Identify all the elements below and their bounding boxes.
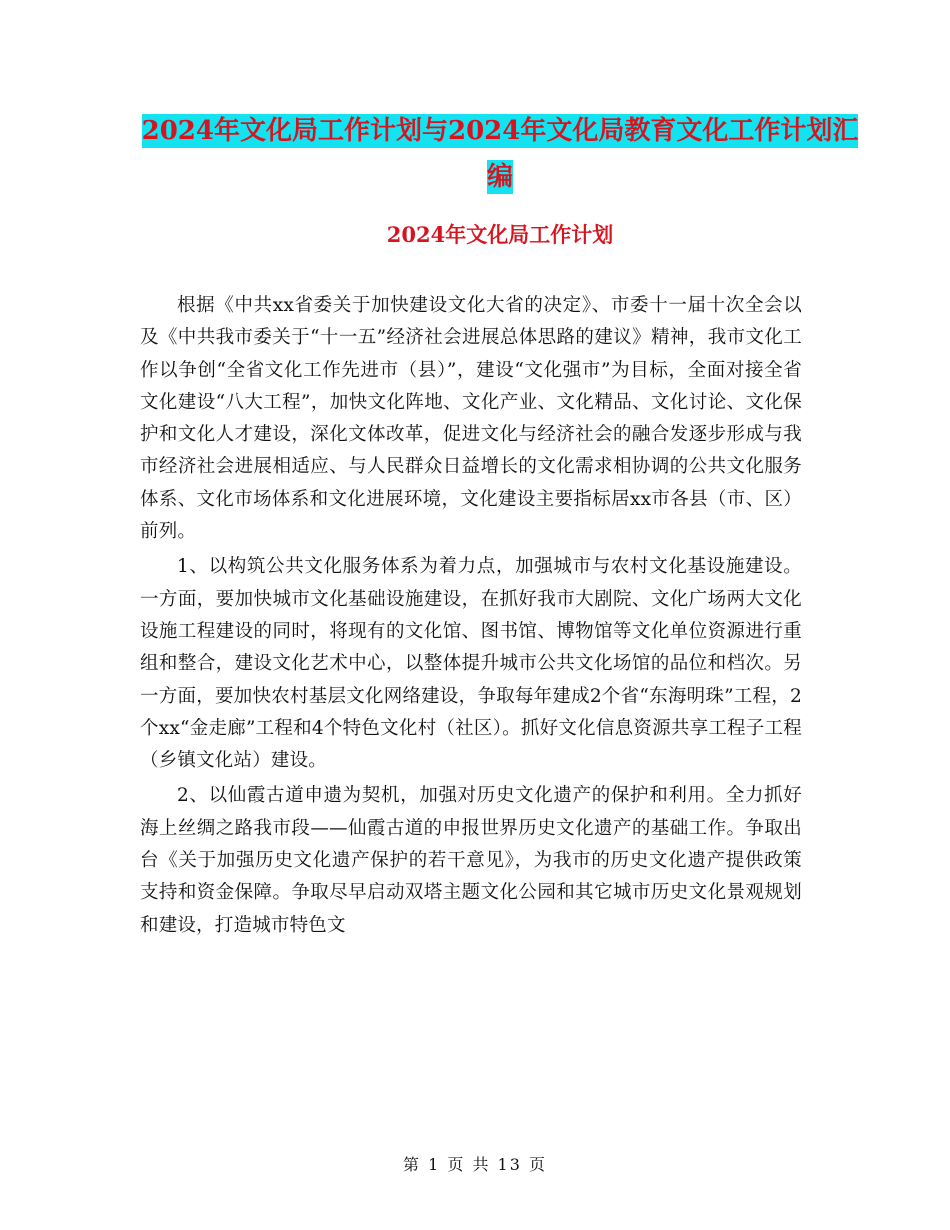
- paragraph-item-1: 1、以构筑公共文化服务体系为着力点，加强城市与农村文化基设施建设。一方面，要加快城市文化基础设施建设，在抓好我市大剧院、文化广场两大文化设施工程建设的同时，将现有的文化馆、图书馆、博物馆等文化单位资源进行重组和整合，建设文化艺术中心，以整体提升城市公共文化场馆的品位和档次。另一方面，要加快农村基层文化网络建设，争取每年建成2个省“东海明珠”工程，2个xx“金走廊”工程和4个特色文化村（社区）。抓好文化信息资源共享工程子工程（乡镇文化站）建设。: [140, 556, 802, 772]
- paragraph-item-2: 2、以仙霞古道申遗为契机，加强对历史文化遗产的保护和利用。全力抓好海上丝绸之路我市段——仙霞古道的申报世界历史文化遗产的基础工作。争取出台《关于加强历史文化遗产保护的若干意见》，为我市的历史文化遗产提供政策支持和资金保障。争取尽早启动双塔主题文化公园和其它城市历史文化景观规划和建设，打造城市特色文: [140, 785, 802, 936]
- page-number-footer: 第 1 页 共 13 页: [403, 1155, 547, 1174]
- document-title: [140, 108, 860, 200]
- paragraph-intro: 根据《中共xx省委关于加快建设文化大省的决定》、市委十一届十次全会以及《中共我市委关于“十一五”经济社会进展总体思路的建议》精神，我市文化工作以争创“全省文化工作先进市（县）”，建设“文化强市”为目标，全面对接全省文化建设“八大工程”，加快文化阵地、文化产业、文化精品、文化讨论、文化保护和文化人才建设，深化文体改革，促进文化与经济社会的融合发逐步形成与我市经济社会进展相适应、与人民群众日益增长的文化需求相协调的公共文化服务体系、文化市场体系和文化进展环境，文化建设主要指标居xx市各县（市、区）前列。: [140, 295, 802, 543]
- document-title-highlight: 2024年文化局工作计划与2024年文化局教育文化工作计划汇编: [141, 116, 859, 192]
- document-body: [140, 290, 802, 945]
- section-title: 2024年文化局工作计划: [386, 222, 614, 247]
